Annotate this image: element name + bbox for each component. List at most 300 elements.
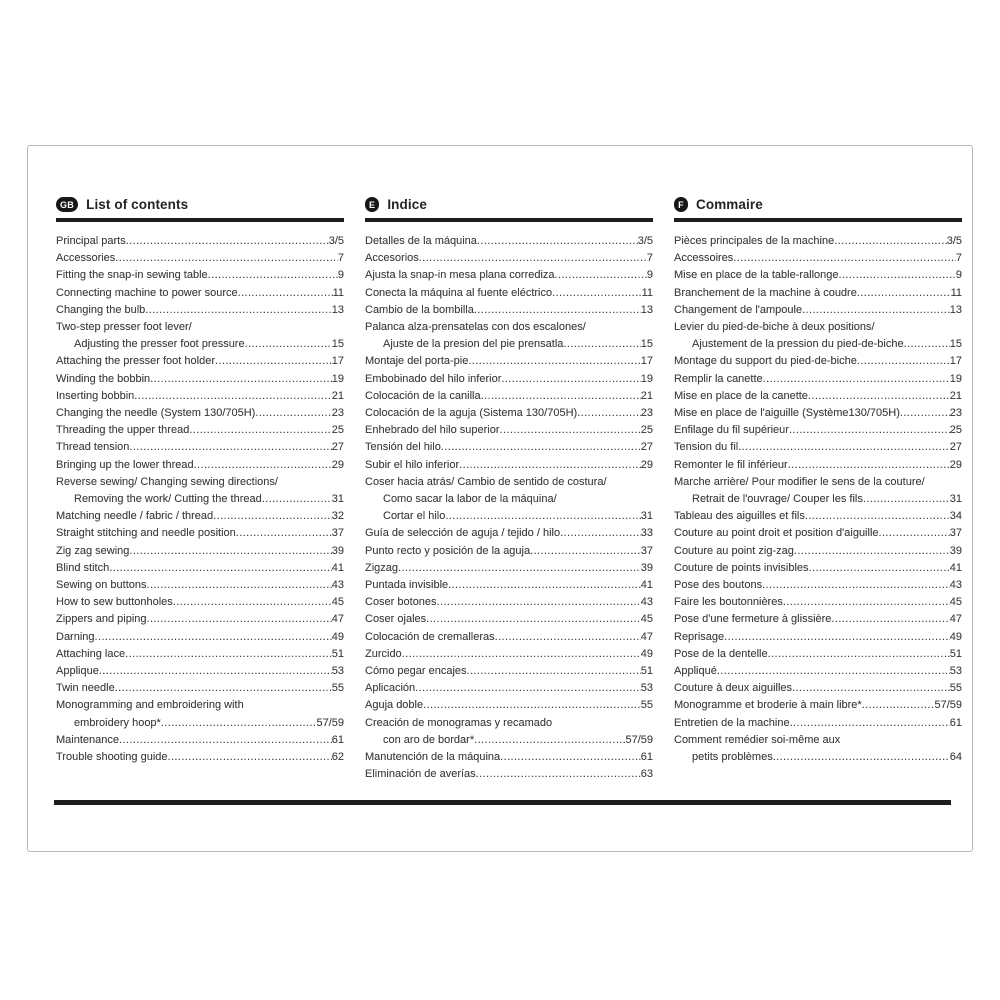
toc-entry — [365, 371, 653, 388]
toc-entry — [674, 336, 962, 353]
toc-entry — [674, 577, 962, 594]
toc-entry-page: 21 — [949, 389, 962, 402]
toc-entry-page: 57/59 — [934, 699, 962, 712]
toc-entry — [674, 611, 962, 628]
toc-entry-page: 15 — [640, 338, 653, 351]
toc-entry — [365, 422, 653, 439]
toc-entry — [56, 457, 344, 474]
toc-entry — [674, 646, 962, 663]
toc-entry — [56, 336, 344, 353]
toc-entry-label: Attaching the presser foot holder — [56, 355, 215, 368]
language-badge-e-icon: E — [365, 197, 379, 212]
toc-entry — [56, 646, 344, 663]
dot-leader — [255, 405, 331, 422]
toc-entry-page: 47 — [640, 630, 653, 643]
dot-leader — [563, 336, 640, 353]
dot-leader — [724, 629, 950, 646]
toc-entry — [365, 336, 653, 353]
toc-entry-page: 3/5 — [328, 235, 344, 247]
toc-entry-page: 31 — [331, 493, 344, 506]
dot-leader — [802, 302, 950, 319]
dot-leader — [839, 267, 956, 284]
dot-leader — [129, 543, 331, 560]
toc-entries-spanish — [365, 233, 653, 784]
dot-leader — [762, 577, 950, 594]
toc-entry — [365, 439, 653, 456]
toc-entry-label: Changement de l'ampoule — [674, 303, 803, 316]
toc-entry — [674, 457, 962, 474]
dot-leader — [783, 594, 950, 611]
dot-leader — [788, 457, 950, 474]
toc-entry-page: 51 — [949, 647, 962, 660]
column-title: Commaire — [696, 197, 763, 212]
toc-entry-label: Cambio de la bombilla — [365, 303, 474, 316]
toc-entry — [56, 508, 344, 525]
toc-entry-label: Tableau des aiguilles et fils — [674, 510, 805, 523]
dot-leader — [398, 560, 641, 577]
dot-leader — [402, 646, 641, 663]
toc-entry — [365, 560, 653, 577]
toc-entry-label: How to sew buttonholes — [56, 596, 173, 609]
toc-entry-label: Winding the bobbin — [56, 372, 151, 385]
toc-entry-label: Palanca alza-prensatelas con dos escalones/ — [365, 321, 586, 334]
dot-leader — [733, 250, 956, 267]
toc-entry-page: 51 — [640, 665, 653, 678]
toc-entry-label: Embobinado del hilo inferior — [365, 372, 502, 385]
dot-leader — [857, 285, 951, 302]
toc-entry — [674, 543, 962, 560]
toc-entry-label: Changing the bulb — [56, 303, 146, 316]
toc-entry — [56, 525, 344, 542]
toc-entry-page: 49 — [640, 647, 653, 660]
toc-entry-page: 9 — [337, 269, 344, 282]
toc-entry — [56, 611, 344, 628]
dot-leader — [262, 491, 332, 508]
dot-leader — [145, 302, 331, 319]
toc-entry-page: 34 — [949, 510, 962, 523]
toc-entry-page: 13 — [640, 303, 653, 316]
dot-leader — [808, 388, 950, 405]
toc-entry-label: Changing the needle (System 130/705H) — [56, 407, 256, 420]
dot-leader — [773, 749, 950, 766]
toc-entry-page: 53 — [949, 665, 962, 678]
toc-entry-label: Sewing on buttons — [56, 579, 147, 592]
toc-entry-page: 37 — [949, 527, 962, 540]
toc-entry — [56, 543, 344, 560]
dot-leader — [245, 336, 332, 353]
toc-entry-page: 39 — [640, 561, 653, 574]
dot-leader — [194, 457, 332, 474]
toc-entry — [365, 319, 653, 336]
toc-entry-label: Ajustement de la pression du pied-de-biche — [692, 338, 904, 351]
toc-entry-page: 39 — [331, 544, 344, 557]
toc-entry-label: Maintenance — [56, 733, 119, 746]
toc-entry-label: Remplir la canette — [674, 372, 763, 385]
dot-leader — [129, 439, 331, 456]
toc-entry — [365, 629, 653, 646]
toc-entry-label: con aro de bordar* — [383, 733, 475, 746]
dot-leader — [161, 715, 317, 732]
dot-leader — [481, 388, 641, 405]
toc-entry-label: Thread tension — [56, 441, 130, 454]
toc-entry-page: 62 — [331, 751, 344, 764]
toc-entry-page: 61 — [949, 716, 962, 729]
toc-entry — [674, 663, 962, 680]
toc-entry-label: Creación de monogramas y recamado — [365, 716, 553, 729]
toc-entry — [365, 525, 653, 542]
dot-leader — [552, 285, 641, 302]
toc-entry-label: Two-step presser foot lever/ — [56, 321, 192, 334]
toc-entry-page: 61 — [331, 733, 344, 746]
toc-entry — [365, 749, 653, 766]
language-badge-gb-icon: GB — [56, 197, 78, 212]
toc-entry-page: 3/5 — [946, 235, 962, 247]
toc-entry-label: Tensión del hilo — [365, 441, 441, 454]
toc-entry-label: Cómo pegar encajes — [365, 665, 467, 678]
toc-entry — [365, 732, 653, 749]
toc-entry-label: Retrait de l'ouvrage/ Couper les fils — [692, 493, 863, 506]
dot-leader — [125, 646, 332, 663]
toc-entry-page: 57/59 — [316, 716, 344, 729]
toc-entry — [56, 697, 344, 714]
toc-entry-label: Coser botones — [365, 596, 437, 609]
toc-entry-page: 53 — [331, 665, 344, 678]
toc-entry-label: Cortar el hilo — [383, 510, 446, 523]
toc-entry — [56, 319, 344, 336]
toc-entry-page: 21 — [331, 389, 344, 402]
toc-entry-page: 45 — [331, 596, 344, 609]
toc-entry — [674, 594, 962, 611]
toc-column-spanish — [365, 197, 653, 784]
toc-entry — [365, 594, 653, 611]
dot-leader — [423, 697, 641, 714]
toc-entry — [56, 715, 344, 732]
toc-entry-page: 32 — [331, 510, 344, 523]
toc-entry-label: Pose de la dentelle — [674, 647, 768, 660]
dot-leader — [738, 439, 950, 456]
toc-entry-label: Attaching lace — [56, 647, 126, 660]
column-header-english — [56, 197, 344, 222]
dot-leader — [415, 680, 641, 697]
toc-entry — [365, 388, 653, 405]
toc-entry-page: 41 — [331, 561, 344, 574]
toc-entry — [56, 439, 344, 456]
toc-entry-label: Aplicación — [365, 682, 416, 695]
toc-entry-label: Ajusta la snap-in mesa plana corrediza — [365, 269, 555, 282]
toc-entry-page: 25 — [640, 424, 653, 437]
dot-leader — [236, 525, 332, 542]
toc-entries-english — [56, 233, 344, 766]
dot-leader — [109, 560, 332, 577]
column-title: Indice — [387, 197, 427, 212]
dot-leader — [879, 525, 950, 542]
toc-entry-page: 21 — [640, 389, 653, 402]
toc-entry-label: Appliqué — [674, 665, 717, 678]
toc-entry-label: Detalles de la máquina — [365, 235, 477, 247]
dot-leader — [459, 457, 641, 474]
toc-entry-page: 9 — [646, 269, 653, 282]
toc-entry-label: Colocación de cremalleras — [365, 630, 495, 643]
toc-entry — [674, 353, 962, 370]
toc-entry-label: Subir el hilo inferior — [365, 458, 460, 471]
manual-contents-page — [27, 145, 973, 852]
toc-entry — [674, 388, 962, 405]
toc-entry-label: Tension du fil — [674, 441, 739, 454]
dot-leader — [500, 749, 641, 766]
toc-entry-page: 11 — [641, 286, 653, 299]
toc-entry-label: Faire les boutonnières — [674, 596, 783, 609]
toc-entry — [56, 491, 344, 508]
toc-entry-page: 11 — [950, 286, 962, 299]
toc-entry-label: Monogramme et broderie à main libre* — [674, 699, 862, 712]
toc-entry-label: Guía de selección de aguja / tejido / hilo — [365, 527, 561, 540]
toc-entry-label: Monogramming and embroidering with — [56, 699, 244, 712]
toc-entry — [674, 439, 962, 456]
toc-entry — [56, 594, 344, 611]
toc-entry-label: embroidery hoop* — [74, 716, 161, 729]
toc-entry-page: 57/59 — [625, 733, 653, 746]
dot-leader — [790, 715, 950, 732]
toc-entry-page: 49 — [949, 630, 962, 643]
toc-entry-page: 37 — [331, 527, 344, 540]
toc-entry-label: Blind stitch — [56, 561, 110, 574]
toc-entry-label: Zippers and piping — [56, 613, 147, 626]
toc-entry-page: 43 — [331, 579, 344, 592]
toc-entry — [674, 285, 962, 302]
toc-entry-page: 25 — [949, 424, 962, 437]
dot-leader — [119, 732, 332, 749]
dot-leader — [863, 491, 950, 508]
toc-entry — [365, 267, 653, 284]
dot-leader — [467, 663, 641, 680]
toc-entry-page: 41 — [640, 579, 653, 592]
toc-entry-page: 47 — [949, 613, 962, 626]
toc-entry-page: 27 — [331, 441, 344, 454]
toc-entry-label: Accesorios — [365, 252, 419, 265]
toc-entry-label: Remonter le fil inférieur — [674, 458, 788, 471]
toc-entry-page: 3/5 — [637, 235, 653, 247]
toc-column-french — [674, 197, 962, 784]
toc-column-english — [56, 197, 344, 784]
toc-entry — [674, 732, 962, 749]
dot-leader — [857, 353, 950, 370]
dot-leader — [500, 422, 641, 439]
toc-entry-page: 51 — [331, 647, 344, 660]
toc-entry-label: Pose des boutons — [674, 579, 763, 592]
toc-entry — [56, 371, 344, 388]
toc-entry — [56, 560, 344, 577]
toc-entry-page: 33 — [640, 527, 653, 540]
dot-leader — [189, 422, 331, 439]
toc-entry-label: Montaje del porta-pie — [365, 355, 469, 368]
dot-leader — [419, 250, 647, 267]
toc-entry — [674, 319, 962, 336]
toc-entry — [56, 267, 344, 284]
toc-entry — [365, 646, 653, 663]
toc-entry-page: 61 — [640, 751, 653, 764]
toc-entry-label: Twin needle — [56, 682, 115, 695]
toc-entry-page: 17 — [949, 355, 962, 368]
toc-entry-page: 45 — [949, 596, 962, 609]
dot-leader — [468, 353, 640, 370]
dot-leader — [147, 611, 332, 628]
toc-entry — [365, 611, 653, 628]
dot-leader — [834, 233, 947, 250]
toc-entry — [674, 474, 962, 491]
toc-entry — [674, 250, 962, 267]
toc-entry — [365, 353, 653, 370]
toc-entry-page: 37 — [640, 544, 653, 557]
toc-entry — [56, 680, 344, 697]
toc-entry — [56, 422, 344, 439]
column-header-spanish — [365, 197, 653, 222]
dot-leader — [474, 732, 625, 749]
toc-entry-label: Removing the work/ Cutting the thread — [74, 493, 262, 506]
toc-entry — [365, 233, 653, 250]
toc-entry-page: 13 — [949, 303, 962, 316]
language-badge-f-icon: F — [674, 197, 688, 212]
toc-entry-page: 17 — [640, 355, 653, 368]
dot-leader — [437, 594, 641, 611]
toc-entry-label: Pose d'une fermeture à glissière — [674, 613, 832, 626]
dot-leader — [238, 285, 333, 302]
toc-entry-label: Reverse sewing/ Changing sewing directions/ — [56, 475, 278, 488]
dot-leader — [215, 353, 332, 370]
dot-leader — [805, 508, 950, 525]
dot-leader — [789, 422, 950, 439]
toc-entry-page: 27 — [949, 441, 962, 454]
dot-leader — [809, 560, 950, 577]
toc-entry — [365, 697, 653, 714]
toc-entry — [56, 250, 344, 267]
toc-entry-label: Mise en place de la canette — [674, 389, 808, 402]
dot-leader — [904, 336, 950, 353]
toc-entry-page: 15 — [331, 338, 344, 351]
dot-leader — [99, 663, 332, 680]
toc-entry — [674, 422, 962, 439]
toc-entry — [56, 405, 344, 422]
toc-entry — [365, 543, 653, 560]
toc-entry-label: Mise en place de l'aiguille (Système130/705H) — [674, 407, 900, 420]
page-bottom-rule — [54, 800, 951, 805]
toc-entry-page: 47 — [331, 613, 344, 626]
dot-leader — [115, 250, 338, 267]
dot-leader — [763, 371, 950, 388]
toc-entry — [365, 491, 653, 508]
dot-leader — [794, 543, 950, 560]
toc-entry-page: 11 — [332, 286, 344, 299]
toc-entry — [674, 508, 962, 525]
toc-entry — [56, 749, 344, 766]
toc-entry-page: 23 — [331, 407, 344, 420]
toc-entry-label: Trouble shooting guide — [56, 751, 168, 764]
toc-entry-page: 23 — [949, 407, 962, 420]
toc-entry — [674, 371, 962, 388]
column-title: List of contents — [86, 197, 189, 212]
toc-entry — [365, 405, 653, 422]
toc-entry — [56, 353, 344, 370]
dot-leader — [501, 371, 640, 388]
toc-entry-label: Coser hacia atrás/ Cambio de sentido de costura/ — [365, 475, 607, 488]
toc-entry-page: 29 — [640, 458, 653, 471]
column-header-french — [674, 197, 962, 222]
toc-entries-french — [674, 233, 962, 766]
toc-entry-page: 27 — [640, 441, 653, 454]
toc-entry — [674, 715, 962, 732]
toc-entry — [365, 250, 653, 267]
toc-entry-label: Branchement de la machine à coudre — [674, 286, 857, 299]
toc-entry — [365, 663, 653, 680]
toc-entry-label: Couture à deux aiguilles — [674, 682, 793, 695]
dot-leader — [150, 371, 332, 388]
toc-entry-page: 19 — [949, 372, 962, 385]
toc-entry — [365, 285, 653, 302]
dot-leader — [476, 766, 641, 783]
toc-entry-label: Como sacar la labor de la máquina/ — [383, 493, 557, 506]
toc-entry — [365, 680, 653, 697]
toc-entry — [674, 405, 962, 422]
toc-entry — [56, 388, 344, 405]
toc-entry-label: Puntada invisible — [365, 579, 449, 592]
toc-entry — [365, 766, 653, 783]
dot-leader — [168, 749, 332, 766]
dot-leader — [560, 525, 641, 542]
toc-entry — [56, 233, 344, 250]
toc-entry-label: Montage du support du pied-de-biche — [674, 355, 857, 368]
toc-entry-label: Conecta la máquina al fuente eléctrico — [365, 286, 553, 299]
toc-entry-page: 7 — [646, 252, 653, 265]
toc-entry-page: 49 — [331, 630, 344, 643]
toc-entry-label: Colocación de la aguja (Sistema 130/705H) — [365, 407, 578, 420]
toc-entry-label: Fitting the snap-in sewing table — [56, 269, 208, 282]
toc-entry-page: 41 — [949, 561, 962, 574]
toc-entry — [674, 525, 962, 542]
toc-entry-page: 25 — [331, 424, 344, 437]
toc-entry — [674, 233, 962, 250]
dot-leader — [900, 405, 950, 422]
toc-entry-label: Coser ojales — [365, 613, 427, 626]
toc-entry-label: Adjusting the presser foot pressure — [74, 338, 245, 351]
toc-entry — [56, 302, 344, 319]
toc-entry-label: Enhebrado del hilo superior — [365, 424, 500, 437]
toc-entry — [56, 629, 344, 646]
dot-leader — [445, 508, 640, 525]
toc-entry-label: Entretien de la machine — [674, 716, 790, 729]
dot-leader — [477, 233, 638, 250]
toc-entry-label: Manutención de la máquina — [365, 751, 501, 764]
dot-leader — [768, 646, 950, 663]
toc-entry-label: Colocación de la canilla — [365, 389, 481, 402]
toc-entry-label: Levier du pied-de-biche à deux positions/ — [674, 321, 875, 334]
toc-entry-label: Couture au point droit et position d'aiguille — [674, 527, 879, 540]
toc-entry-page: 64 — [949, 751, 962, 764]
dot-leader — [474, 302, 641, 319]
toc-entry-label: Comment remédier soi-même aux — [674, 733, 841, 746]
toc-entry — [674, 697, 962, 714]
toc-entry-page: 43 — [640, 596, 653, 609]
toc-entry — [365, 715, 653, 732]
dot-leader — [134, 388, 331, 405]
toc-entry-page: 45 — [640, 613, 653, 626]
toc-entry-page: 29 — [331, 458, 344, 471]
dot-leader — [147, 577, 332, 594]
toc-columns — [56, 197, 962, 784]
dot-leader — [95, 629, 332, 646]
dot-leader — [426, 611, 641, 628]
toc-entry — [365, 577, 653, 594]
dot-leader — [448, 577, 641, 594]
toc-entry-page: 31 — [949, 493, 962, 506]
